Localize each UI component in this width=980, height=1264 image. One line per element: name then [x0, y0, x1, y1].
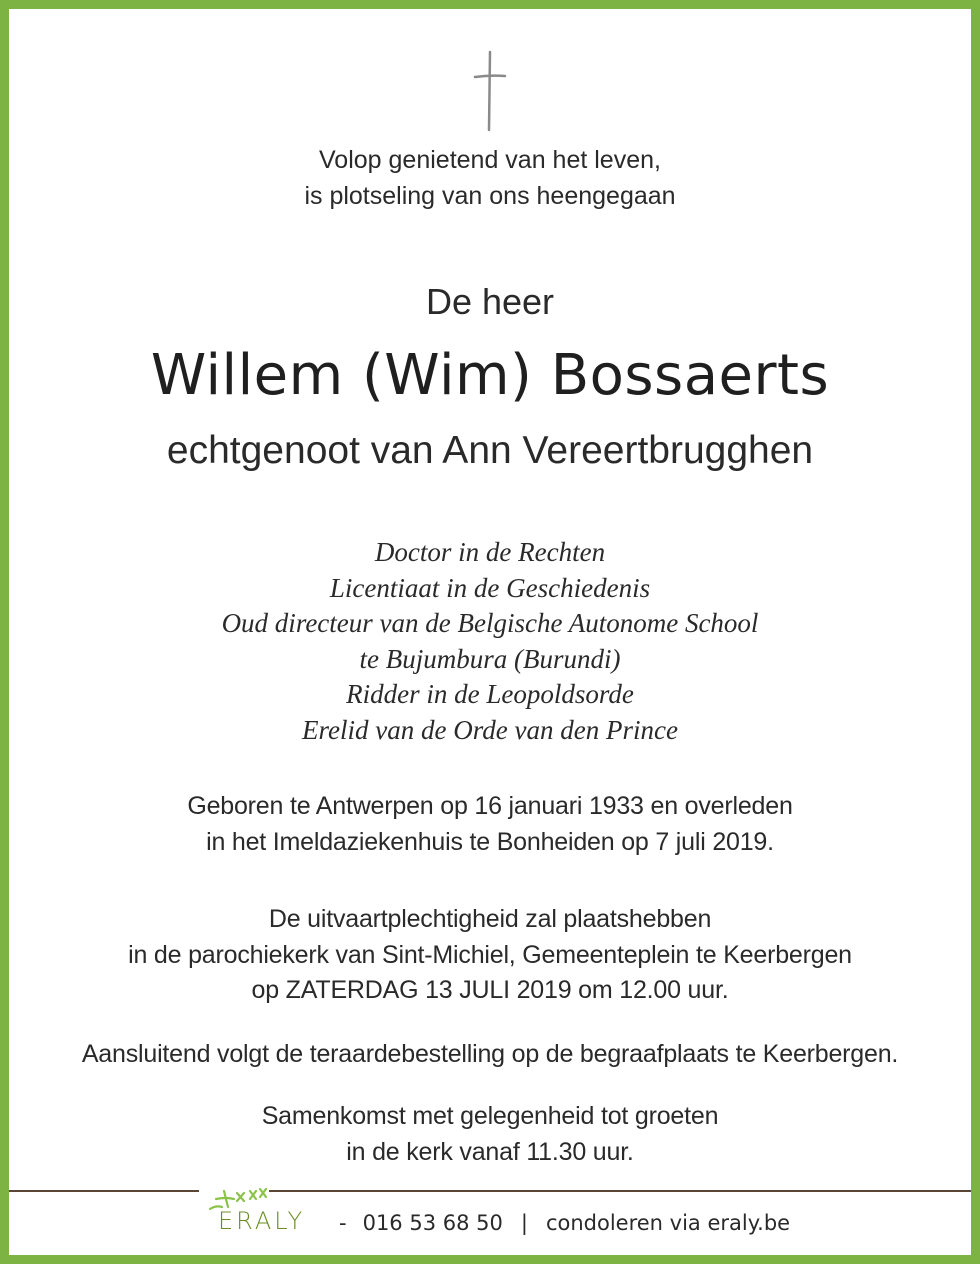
deceased-name: Willem (Wim) Bossaerts [150, 343, 830, 408]
burial-paragraph: Aansluitend volgt de teraardebestelling op de begraafplaats te Keerbergen. [81, 1040, 899, 1068]
title-line: Oud directeur van de Belgische Autonome School [221, 608, 759, 638]
title-line: Ridder in de Leopoldsorde [346, 679, 634, 709]
service-paragraph [9, 902, 971, 1009]
logo-wordmark: ERALY [218, 1207, 306, 1235]
paragraph-line: in de kerk vanaf 11.30 uur. [346, 1137, 634, 1166]
gathering-paragraph [9, 1099, 971, 1170]
phone-number: 016 53 68 50 [362, 1211, 503, 1235]
honorific: De heer [425, 281, 555, 322]
footer-separator: | [520, 1211, 528, 1235]
footer-dash: - [339, 1211, 347, 1235]
title-line: Erelid van de Orde van den Prince [302, 714, 678, 745]
notice-body [9, 9, 971, 1255]
title-line: te Bujumbura (Burundi) [359, 643, 621, 674]
footer-divider [9, 1190, 199, 1192]
paragraph-line: in het Imeldaziekenhuis te Bonheiden op 7 juli 2019. [206, 827, 774, 856]
footer-contact [339, 1211, 790, 1235]
cross-icon [472, 50, 508, 132]
paragraph-line: Samenkomst met gelegenheid tot groeten [261, 1102, 719, 1130]
title-line: Doctor in de Rechten [374, 537, 606, 567]
paragraph-line: De uitvaartplechtigheid zal plaatshebben [268, 905, 712, 933]
intro-line: Volop genietend van het leven, [319, 146, 661, 174]
intro-text [9, 142, 971, 214]
spouse-line: echtgenoot van Ann Vereertbrugghen [166, 429, 814, 472]
footer [9, 1205, 971, 1245]
title-line: Licentiaat in de Geschiedenis [329, 572, 651, 603]
footer-divider [269, 1190, 971, 1192]
condolence-link[interactable]: condoleren via eraly.be [545, 1211, 791, 1235]
paragraph-line: in de parochiekerk van Sint-Michiel, Gemeenteplein te Keerbergen [128, 940, 852, 969]
birth-death-paragraph [9, 789, 971, 860]
paragraph-line: Geboren te Antwerpen op 16 januari 1933 en overleden [187, 792, 793, 820]
intro-line: is plotseling van ons heengegaan [304, 182, 676, 210]
titles-list [9, 535, 971, 748]
paragraph-line: op ZATERDAG 13 JULI 2019 om 12.00 uur. [251, 976, 729, 1004]
